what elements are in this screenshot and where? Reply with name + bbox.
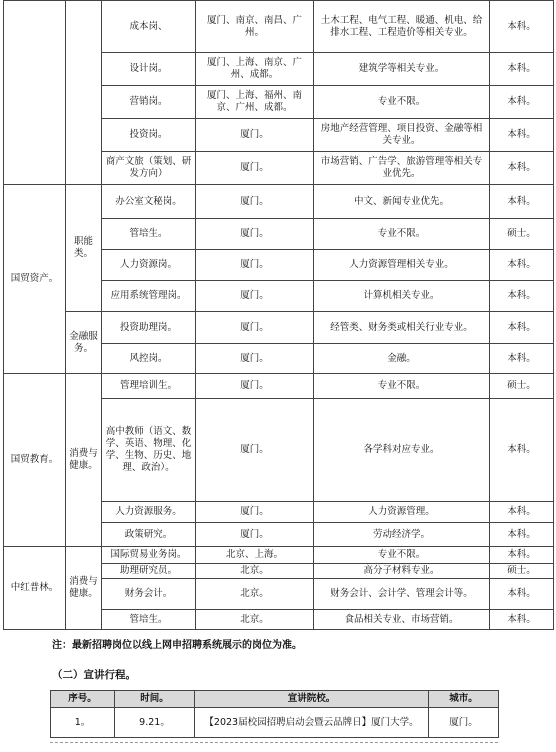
subgroup-cell: 消费与健康。 [66, 374, 102, 547]
position-cell: 商产文旅（策划、研发方向） [102, 152, 196, 185]
header-no: 序号。 [51, 691, 115, 708]
city-cell: 厦门。 [196, 523, 314, 547]
position-cell: 国际贸易业务岗。 [102, 547, 196, 564]
table-row [4, 185, 554, 219]
education-cell: 本科。 [490, 312, 554, 344]
major-cell: 专业不限。 [314, 374, 490, 399]
education-cell: 本科。 [490, 53, 554, 86]
city-cell: 厦门、上海、南京、广州、成都。 [196, 53, 314, 86]
major-cell: 劳动经济学。 [314, 523, 490, 547]
tour-header-row [51, 691, 499, 708]
table-row [4, 312, 554, 344]
education-cell: 本科。 [490, 610, 554, 630]
city-cell: 厦门。 [196, 119, 314, 152]
position-cell: 人力资源服务。 [102, 502, 196, 523]
major-cell: 人力资源管理。 [314, 502, 490, 523]
subgroup-cell: 金融服务。 [66, 312, 102, 374]
city-cell: 厦门。 [196, 399, 314, 502]
education-cell: 本科。 [490, 86, 554, 119]
city-cell: 北京。 [196, 564, 314, 579]
positions-table [3, 0, 554, 630]
major-cell: 中文、新闻专业优先。 [314, 185, 490, 219]
position-cell: 助理研究员。 [102, 564, 196, 579]
education-cell: 本科。 [490, 399, 554, 502]
position-cell: 办公室文秘岗。 [102, 185, 196, 219]
education-cell: 本科。 [490, 152, 554, 185]
major-cell: 市场营销、广告学、旅游管理等相关专业优先。 [314, 152, 490, 185]
education-cell: 本科。 [490, 281, 554, 312]
city-cell: 厦门、南京、南昌、广州。 [196, 1, 314, 53]
group-cell [4, 1, 66, 185]
education-cell: 本科。 [490, 250, 554, 281]
education-cell: 本科。 [490, 523, 554, 547]
note-text: 注：最新招聘岗位以线上网申招聘系统展示的岗位为准。 [52, 640, 302, 651]
major-cell: 食品相关专业、市场营销。 [314, 610, 490, 630]
city-cell: 厦门。 [196, 344, 314, 374]
city-cell: 北京。 [196, 579, 314, 610]
education-cell: 硕士。 [490, 219, 554, 250]
position-cell: 政策研究。 [102, 523, 196, 547]
major-cell: 计算机相关专业。 [314, 281, 490, 312]
position-cell: 营销岗。 [102, 86, 196, 119]
table-row [4, 374, 554, 399]
city-cell: 厦门。 [196, 312, 314, 344]
city-cell: 厦门。 [196, 219, 314, 250]
tour-row [51, 708, 499, 738]
position-cell: 人力资源岗。 [102, 250, 196, 281]
major-cell: 财务会计、会计学、管理会计等。 [314, 579, 490, 610]
major-cell: 各学科对应专业。 [314, 399, 490, 502]
tour-table [50, 690, 499, 738]
position-cell: 管培生。 [102, 610, 196, 630]
city-cell: 厦门。 [196, 502, 314, 523]
major-cell: 建筑学等相关专业。 [314, 53, 490, 86]
tour-no: 1。 [51, 708, 115, 738]
major-cell: 专业不限。 [314, 86, 490, 119]
education-cell: 本科。 [490, 579, 554, 610]
position-cell: 管培生。 [102, 219, 196, 250]
header-city: 城市。 [429, 691, 499, 708]
education-cell: 本科。 [490, 547, 554, 564]
city-cell: 厦门。 [196, 374, 314, 399]
city-cell: 厦门。 [196, 281, 314, 312]
city-cell: 厦门。 [196, 185, 314, 219]
education-cell: 本科。 [490, 119, 554, 152]
education-cell: 本科。 [490, 344, 554, 374]
major-cell: 人力资源管理相关专业。 [314, 250, 490, 281]
group-cell: 国贸资产。 [4, 185, 66, 374]
section-title: （二）宣讲行程。 [52, 669, 136, 681]
header-time: 时间。 [115, 691, 195, 708]
tour-city: 厦门。 [429, 708, 499, 738]
education-cell: 本科。 [490, 185, 554, 219]
education-cell: 硕士。 [490, 374, 554, 399]
major-cell: 高分子材料专业。 [314, 564, 490, 579]
city-cell: 厦门、上海、福州、南京、广州、成都。 [196, 86, 314, 119]
position-cell: 风控岗。 [102, 344, 196, 374]
group-cell: 中红普林。 [4, 547, 66, 630]
education-cell: 本科。 [490, 502, 554, 523]
table-row [4, 547, 554, 564]
major-cell: 专业不限。 [314, 547, 490, 564]
position-cell: 设计岗。 [102, 53, 196, 86]
subgroup-cell: 职能类。 [66, 185, 102, 312]
position-cell: 高中教师（语文、数学、英语、物理、化学、生物、历史、地理、政治）。 [102, 399, 196, 502]
subgroup-cell [66, 1, 102, 185]
position-cell: 投资助理岗。 [102, 312, 196, 344]
divider [50, 742, 498, 743]
city-cell: 厦门。 [196, 250, 314, 281]
position-cell: 投资岗。 [102, 119, 196, 152]
header-school: 宣讲院校。 [195, 691, 429, 708]
major-cell: 土木工程、电气工程、暖通、机电、给排水工程、工程造价等相关专业。 [314, 1, 490, 53]
major-cell: 专业不限。 [314, 219, 490, 250]
education-cell: 硕士。 [490, 564, 554, 579]
position-cell: 财务会计。 [102, 579, 196, 610]
position-cell: 管理培训生。 [102, 374, 196, 399]
major-cell: 金融。 [314, 344, 490, 374]
city-cell: 北京、上海。 [196, 547, 314, 564]
city-cell: 北京。 [196, 610, 314, 630]
major-cell: 房地产经营管理、项目投资、金融等相关专业。 [314, 119, 490, 152]
group-cell: 国贸教育。 [4, 374, 66, 547]
tour-time: 9.21。 [115, 708, 195, 738]
position-cell: 成本岗、 [102, 1, 196, 53]
subgroup-cell: 消费与健康。 [66, 547, 102, 630]
table-row [4, 1, 554, 53]
position-cell: 应用系统管理岗。 [102, 281, 196, 312]
city-cell: 厦门。 [196, 152, 314, 185]
tour-school: 【2023届校园招聘启动会暨云品牌日】厦门大学。 [195, 708, 429, 738]
major-cell: 经管类、财务类或相关行业专业。 [314, 312, 490, 344]
education-cell: 本科。 [490, 1, 554, 53]
